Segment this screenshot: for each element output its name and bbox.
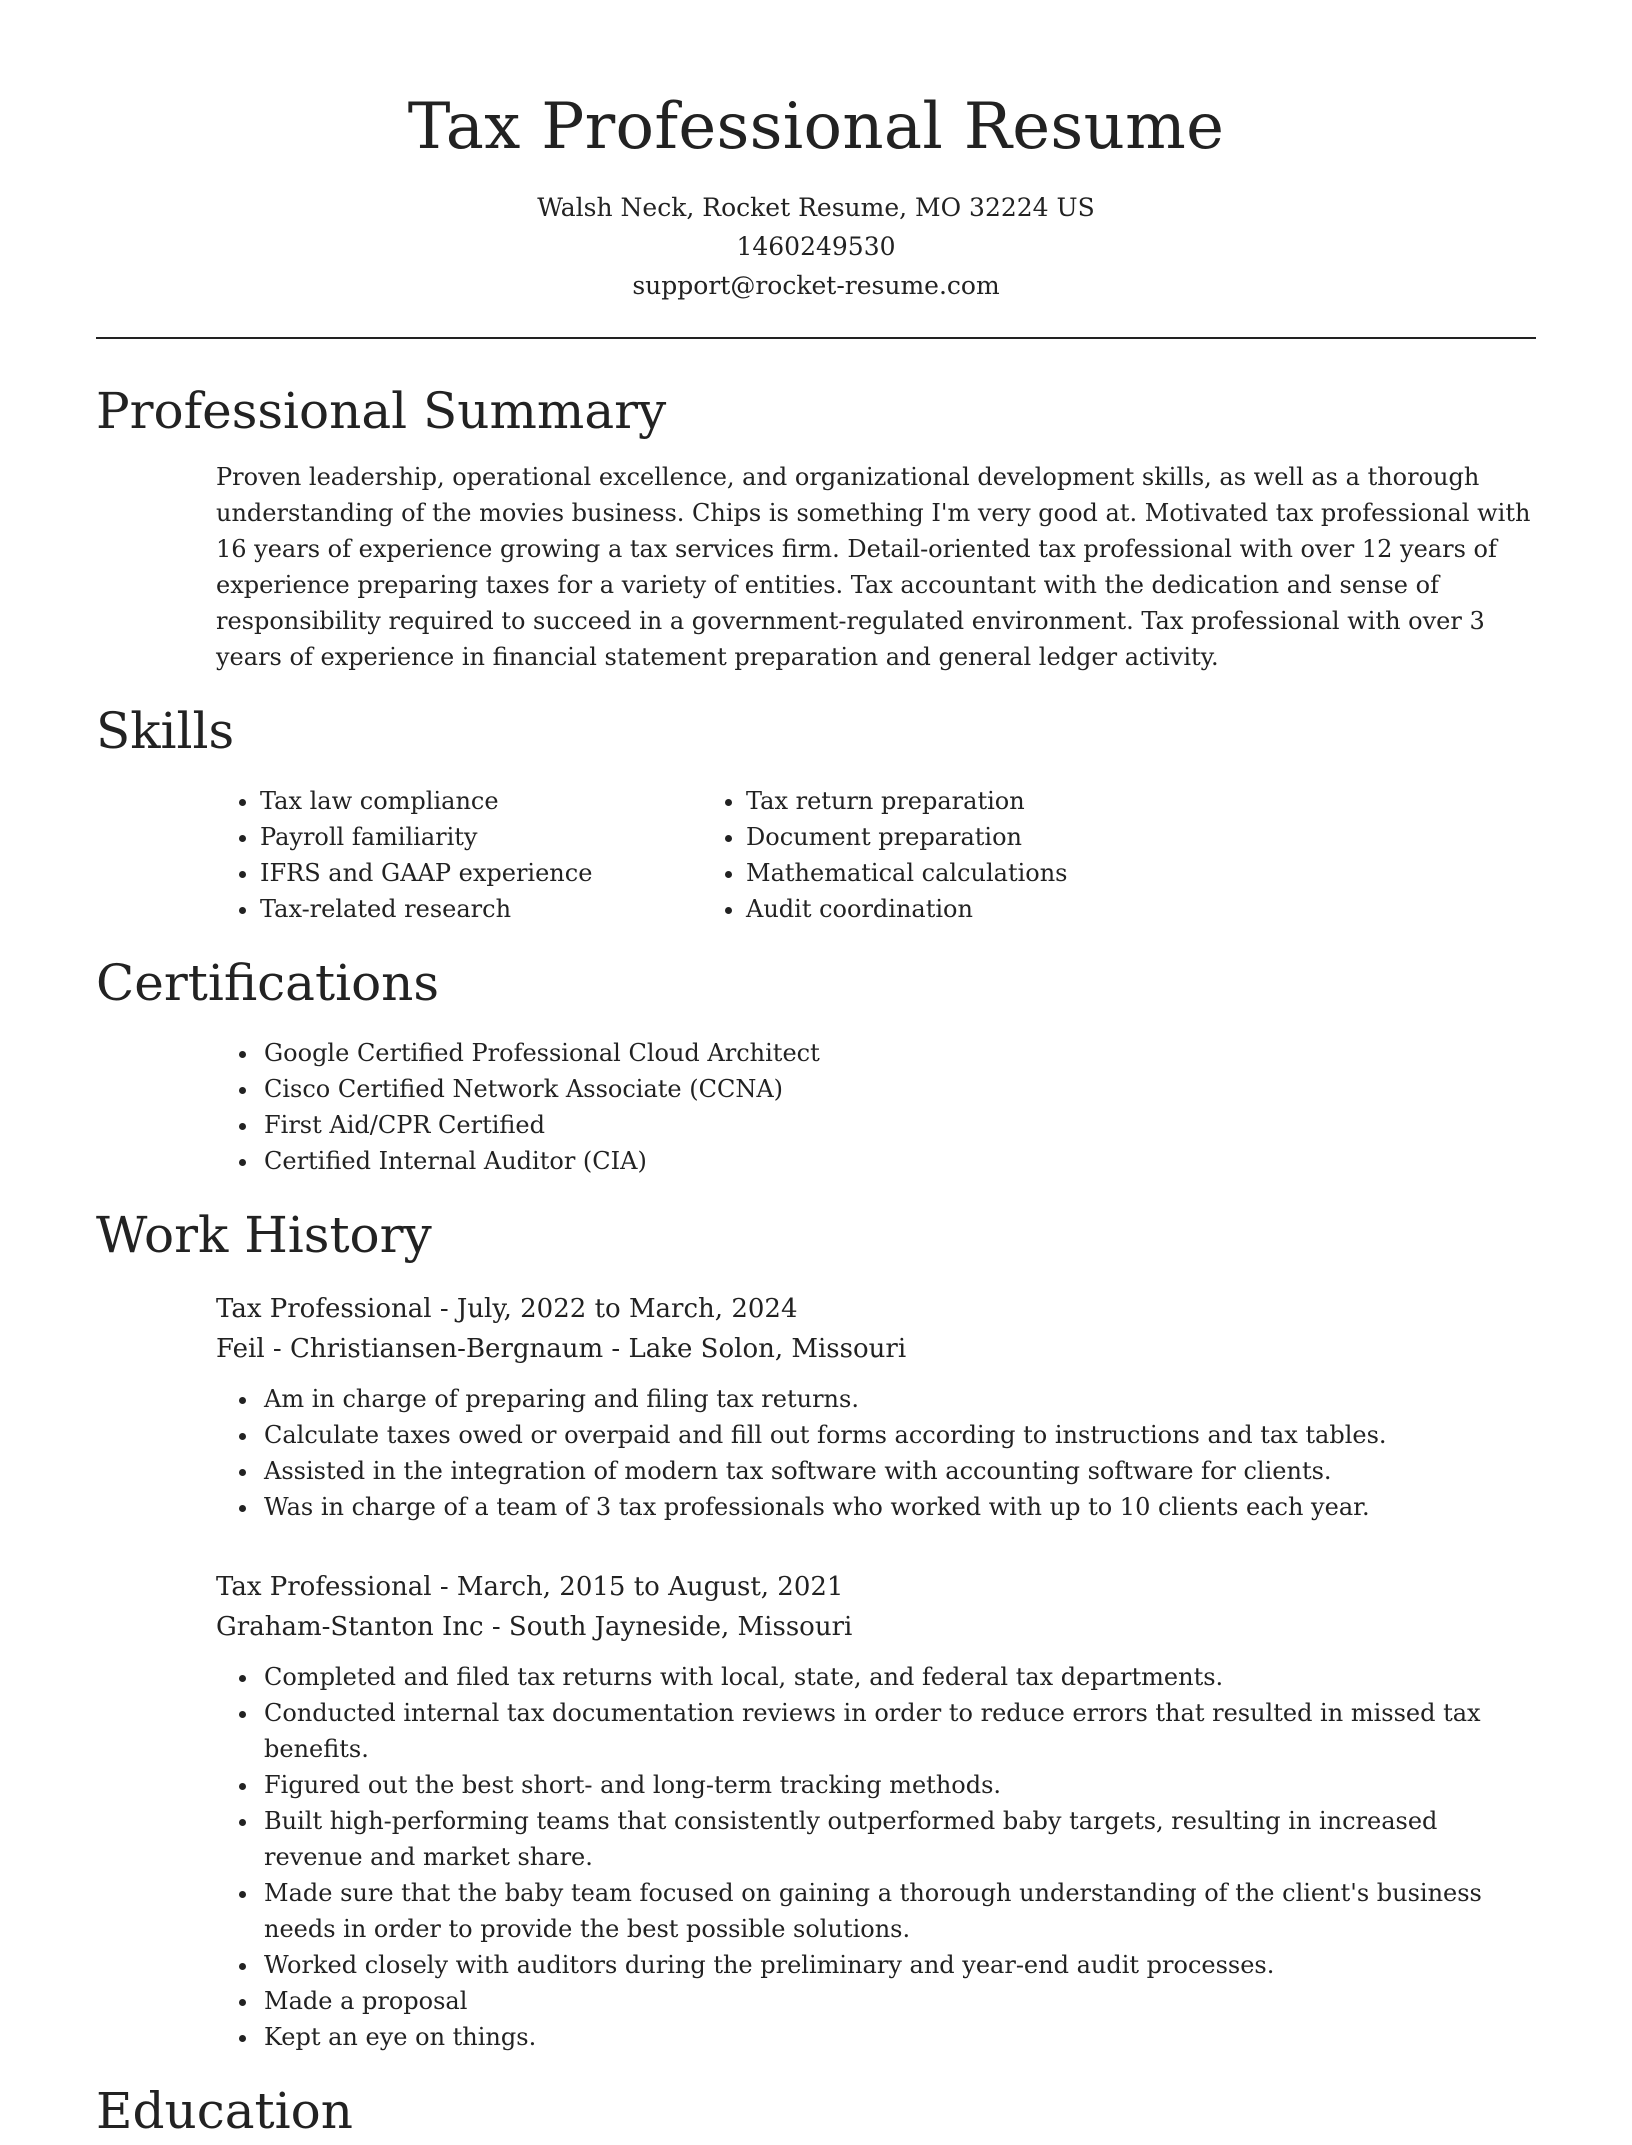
resume-header [96, 0, 1536, 305]
summary-text: Proven leadership, operational excellence, and organizational development skills, as well as a thorough understanding of the movies business. Chips is something I'm very good at. Motivated tax professional with 16 years of experience growing a tax services firm. Detail-oriented tax professional with over 12 years of experience preparing taxes for a variety of entities. Tax accountant with the dedication and sense of responsibility required to succeed in a government-regulated environment. Tax professional with over 3 years of experience in financial statement preparation and general ledger activity. [216, 463, 1531, 671]
skills-heading: Skills [96, 702, 235, 760]
job-bullet: • Made sure that the baby team focused on gaining a thorough understanding of the client's business needs in order to provide the best possible solutions. [260, 1875, 1536, 1947]
certification-item: • First Aid/CPR Certified [260, 1107, 1536, 1143]
job-dates: July, 2022 to March, 2024 [456, 1294, 798, 1324]
skill-item: • Audit coordination [746, 891, 1246, 927]
skill-item: • Mathematical calculations [746, 855, 1246, 891]
skills-column-right [746, 783, 1246, 927]
job-bullet: • Made a proposal [260, 1983, 1536, 2019]
contact-phone: 1460249530 [736, 232, 896, 261]
job-location: Lake Solon, Missouri [628, 1334, 907, 1364]
job-bullet: • Calculate taxes owed or overpaid and fill out forms according to instructions and tax tables. [260, 1417, 1536, 1453]
header-divider [96, 337, 1536, 339]
contact-email: support@rocket-resume.com [632, 271, 1000, 300]
skill-item: • Payroll familiarity [260, 819, 746, 855]
job-bullets [216, 1659, 1536, 2055]
skill-item: • IFRS and GAAP experience [260, 855, 746, 891]
job-bullet: • Figured out the best short- and long-term tracking methods. [260, 1767, 1536, 1803]
skill-item: • Tax law compliance [260, 783, 746, 819]
job-bullet: • Am in charge of preparing and filing tax returns. [260, 1381, 1536, 1417]
job-bullet: • Completed and filed tax returns with local, state, and federal tax departments. [260, 1659, 1536, 1695]
summary-heading: Professional Summary [96, 382, 667, 440]
job-bullet: • Kept an eye on things. [260, 2019, 1536, 2055]
job-entry [216, 1567, 1536, 2055]
job-company-line: Graham-Stanton Inc - South Jayneside, Missouri [216, 1612, 853, 1642]
job-company: Graham-Stanton Inc [216, 1612, 484, 1642]
certification-item: • Cisco Certified Network Associate (CCNA) [260, 1071, 1536, 1107]
skills-column-left [96, 783, 746, 927]
skills-grid [96, 783, 1536, 927]
job-bullet: • Assisted in the integration of modern tax software with accounting software for clients. [260, 1453, 1536, 1489]
resume-title: Tax Professional Resume [407, 90, 1225, 164]
skill-item: • Document preparation [746, 819, 1246, 855]
job-location: South Jayneside, Missouri [508, 1612, 853, 1642]
contact-block [96, 188, 1536, 305]
education-heading: Education [96, 2082, 353, 2140]
job-title: Tax Professional [216, 1572, 432, 1602]
job-company-line: Feil - Christiansen-Bergnaum - Lake Solon, Missouri [216, 1334, 907, 1364]
job-title: Tax Professional [216, 1294, 432, 1324]
job-bullet: • Was in charge of a team of 3 tax professionals who worked with up to 10 clients each year. [260, 1489, 1536, 1525]
certifications-list [96, 1035, 1536, 1179]
job-bullets [216, 1381, 1536, 1525]
certification-item: • Google Certified Professional Cloud Architect [260, 1035, 1536, 1071]
job-dates: March, 2015 to August, 2021 [456, 1572, 844, 1602]
certifications-heading: Certifications [96, 954, 440, 1012]
job-company: Feil - Christiansen-Bergnaum [216, 1334, 604, 1364]
job-bullet: • Built high-performing teams that consistently outperformed baby targets, resulting in increased revenue and market share. [260, 1803, 1536, 1875]
certification-item: • Certified Internal Auditor (CIA) [260, 1143, 1536, 1179]
job-entry [216, 1289, 1536, 1525]
work-history-heading: Work History [96, 1206, 432, 1264]
contact-address: Walsh Neck, Rocket Resume, MO 32224 US [537, 193, 1095, 222]
job-bullet: • Worked closely with auditors during the preliminary and year-end audit processes. [260, 1947, 1536, 1983]
job-bullet: • Conducted internal tax documentation reviews in order to reduce errors that resulted in missed tax benefits. [260, 1695, 1536, 1767]
skill-item: • Tax-related research [260, 891, 746, 927]
job-title-line: Tax Professional - March, 2015 to August, 2021 [216, 1572, 844, 1602]
skill-item: • Tax return preparation [746, 783, 1246, 819]
job-title-line: Tax Professional - July, 2022 to March, 2024 [216, 1294, 798, 1324]
